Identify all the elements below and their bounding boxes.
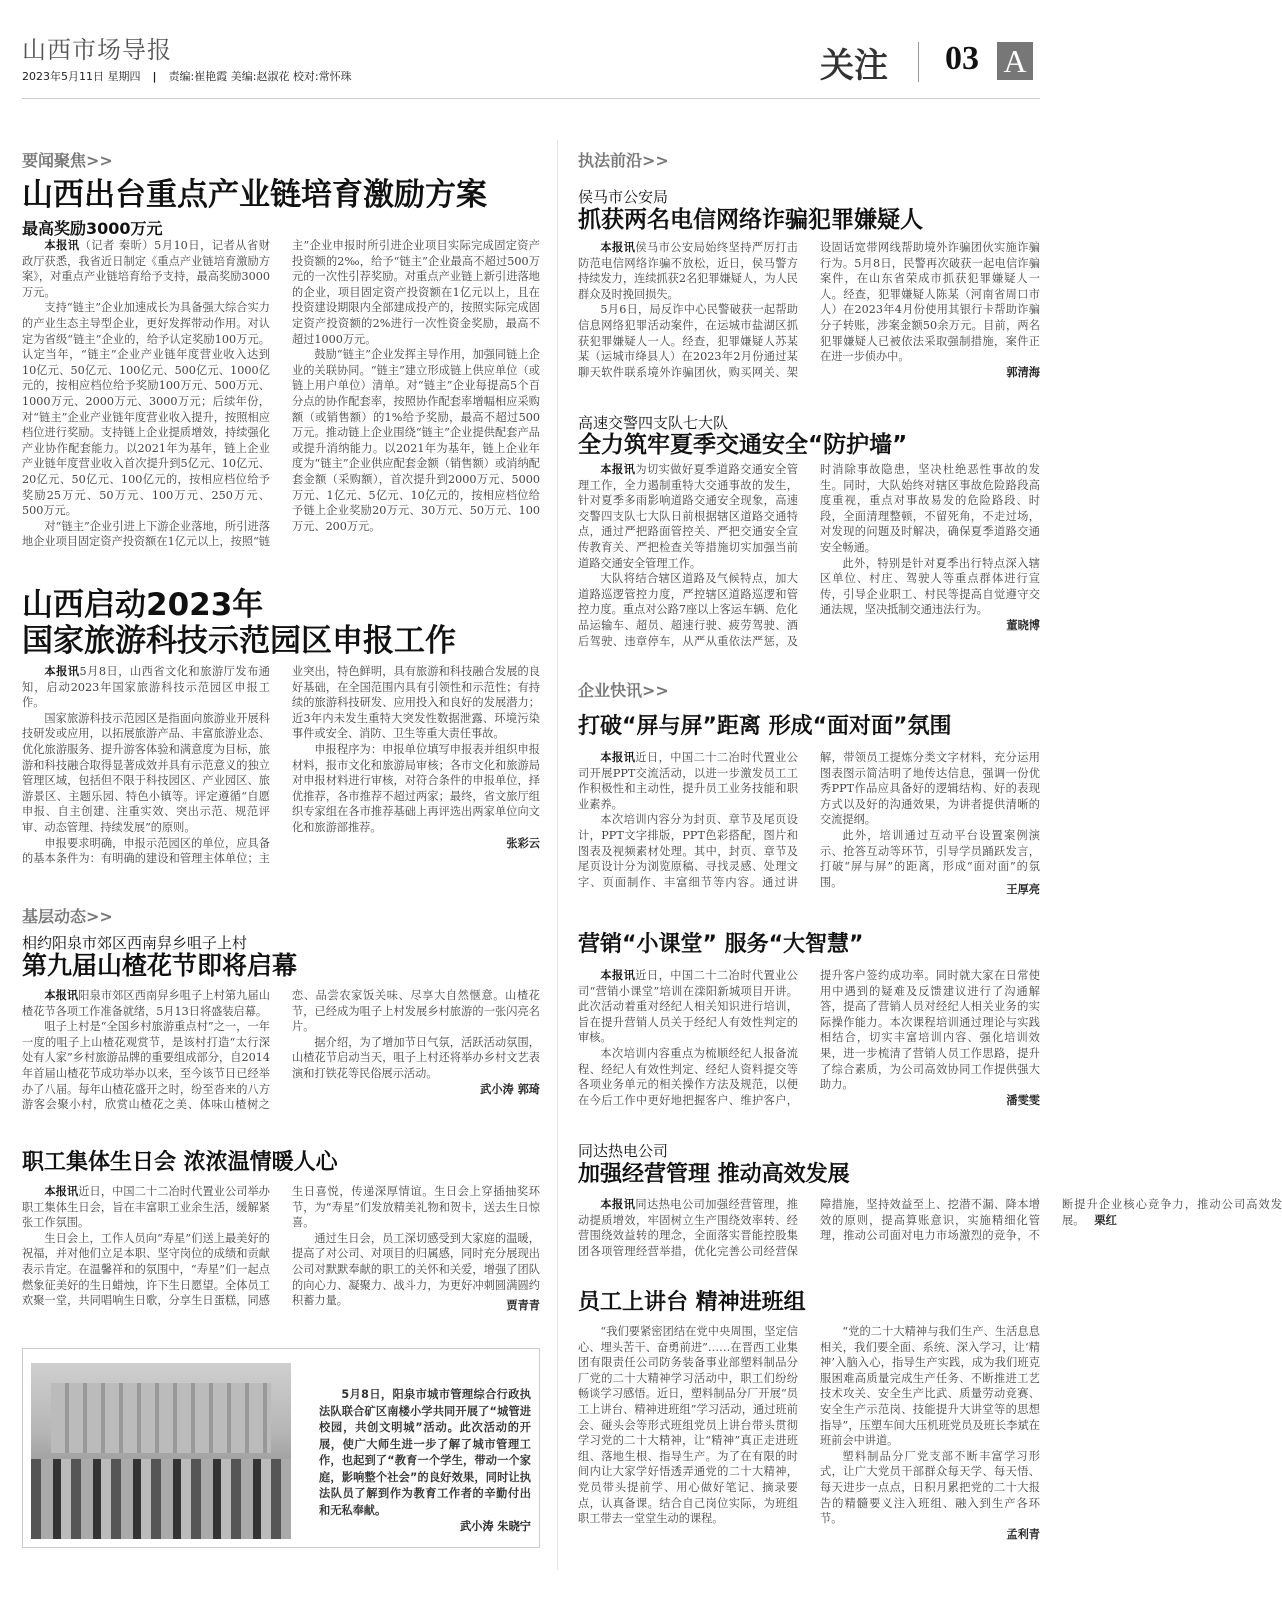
paragraph: 5月8日，山西省文化和旅游厅发布通知，启动2023年国家旅游科技示范园区申报工作。 — [22, 665, 270, 710]
photo-people — [31, 1459, 291, 1539]
paragraph: 申报程序为：申报单位填写申报表并组织申报材料，报市文化和旅游局审核；各市文化和旅游局对申报材料进行审核，对符合条件的申报单位，择优推荐，各市推荐不超过两家；最终，省文旅厅组织专家组在各市推荐基础上再评选出两家单位向文化和旅游部推荐。 — [292, 742, 540, 834]
paragraph: 大队将结合辖区道路及气候特点，加大道路巡逻管控力度，严控辖区道路巡逻和管控力度。重点对公路7座以上客运车辆、危化品运输车、超员、超速行驶、疲劳驾驶、酒后驾驶、违章停车，从严从重依法严惩，及时消除事故隐患，坚决杜绝恶性事故的发生。同时，大队始终对辖区事故危险路段高度重视，重点对事故易发的危险路段、时段，全面清理整顿，不留死角，不走过场，对发现的问题及时解决，确保夏季道路交通安全畅通。 — [578, 463, 1040, 648]
paragraph: 鼓励“链主”企业发挥主导作用，加强同链上企业的关联协同。“链主”建立形成链上供应单位（或链上用户单位）清单。对“链主”企业每提高5个百分点的协作配套率，按照协作配套率增幅相应采购额（或销售额）的1%给予奖励，最高不超过500万元。推动链上企业围绕“链主”企业提供配套产品或提升消纳能力。以2021年为基年，链上企业年度为“链主”企业供应配套金额（销售额）或消纳配套金额（采购额），首次提升到2000万元、5000万元、1亿元、5亿元、10亿元的，按相应档位给予链上企业奖励20万元、30万元、50万元、100万元、200万元。 — [292, 348, 540, 533]
lead-tag: 本报讯 — [44, 1184, 79, 1198]
paragraph: 本次培训内容分为封页、章节及尾页设计，PPT文字排版，PPT色彩搭配，图片和图表及视频素材处理。其中，封页、章节及尾页设计分为浏览原稿、寻找灵感、处理文字、页面制作、丰富细节等内容。通过讲解，带领员工提炼分类文字材料，充分运用图表图示简洁明了地传达信息，强调一份优秀PPT作品应具备好的逻辑结构、好的表现方式以及好的沟通效果，为讲者提供清晰的交流提纲。 — [578, 751, 1040, 889]
article-body — [22, 988, 540, 1116]
page-number: 03 — [945, 40, 979, 77]
issue-weekday: 星期四 — [107, 70, 141, 83]
paragraph: 对“链主”企业引进上下游企业落地，所引进落地企业项目固定资产投资额在1亿元以上，按照“链主”企业申报时所引进企业项目实际完成固定资产投资额的2‰，给予“链主”企业最高不超过500万元的一次性引荐奖励。对重点产业链上新引进落地的企业，项目固定资产投资额在1亿元以上，且在投资建设期限内全部建成投产的，按照实际完成固定资产投资额的2%进行一次性资金奖励，最高不超过1000万元。 — [22, 239, 540, 549]
lead-tag: 本报讯 — [600, 462, 636, 476]
paragraph: “我们要紧密团结在党中央周围，坚定信心、埋头苦干、奋勇前进”……在晋西工业集团有限责任公司防务装备事业部塑料制品分厂党的二十大精神学习活动中，职工们纷纷畅谈学习感悟。近日，塑料制品分厂开展“员工上讲台、精神进班组”学习活动，通过班前会、碰头会等形式班组党员上讲台带头贯彻学习党的二十大精神，让“精神”真正走进班组、落地生根、指导生产。为了在有限的时间内让大家学好悟透弄通党的二十大精神，党员带头提前学、用心做好笔记、摘录要点，认真备课。结合自己岗位实际，为班组职工带去一堂堂生动的课程。 — [578, 1325, 798, 1526]
paragraph: 5月6日，局反诈中心民警破获一起帮助信息网络犯罪活动案件，在运城市盐湖区抓获犯罪嫌疑人一人。经查，犯罪嫌疑人苏某某（运城市绛县人）在2023年2月份通过某聊天软件联系境外诈骗团伙，购买网关、架设固话宽带网线帮助境外诈骗团伙实施诈骗行为。5月8日，民警再次破获一起电信诈骗案件，在山东省荣成市抓获犯罪嫌疑人一人。经查，犯罪嫌疑人陈某（河南省周口市人）在2023年4月份使用其银行卡帮助诈骗分子转账，涉案金额50余万元。目前，两名犯罪嫌疑人已被依法采取强制措施，案件正在进一步侦办中。 — [578, 241, 1040, 379]
lead-tag: 本报讯 — [600, 1197, 636, 1211]
article-headline: 打破“屏与屏”距离 形成“面对面”氛围 — [578, 714, 952, 739]
header-rule — [22, 98, 1040, 99]
article-headline: 抓获两名电信网络诈骗犯罪嫌疑人 — [578, 207, 923, 233]
rubric-law-enforcement: 执法前沿>> — [578, 151, 669, 170]
lead-tag: 本报讯 — [44, 238, 80, 252]
lead-tag: 本报讯 — [600, 240, 636, 254]
photo-feature — [22, 1348, 540, 1548]
paragraph: 近日，中国二十二冶时代置业公司开展PPT交流活动，以进一步激发员工工作积极性和主动性，提升员工业务技能和职业素养。 — [578, 751, 798, 811]
article-body — [22, 1184, 540, 1312]
lead-tag: 本报讯 — [600, 750, 636, 764]
article-headline: 营销“小课堂” 服务“大智慧” — [578, 932, 864, 957]
paragraph: 通过生日会，员工深切感受到大家庭的温暖，提高了对公司、对项目的归属感，同时充分展现出公司对默默奉献的职工的关怀和关爱，增强了团队的向心力、凝聚力、战斗力，为更好冲刺圆满圆约积蓄力量。 — [292, 1231, 540, 1308]
byline: 贾青青 — [500, 1298, 540, 1314]
article-headline: 全力筑牢夏季交通安全“防护墙” — [578, 432, 908, 458]
masthead-paper-name: 山西市场导报 — [22, 36, 172, 64]
paragraph: 支持“链主”企业加速成长为具备强大综合实力的产业生态主导型企业，更好发挥带动作用。对认定为省级“链主”企业的，给予认定奖励100万元。认定当年，“链主”企业产业链年度营业收入达到10亿元、50亿元、100亿元、500亿元、1000亿元的，按相应档位给予奖励100万元、500万元、1000万元、2000万元、3000万元；后续年份，对“链主”企业产业链年度营业收入提升，按照相应档位进行奖励。支持链上企业提质增效，持续强化产业协作配套能力。以2021年为基年，链上企业产业链年度营业收入首次提升到5亿元、10亿元、20亿元、50亿元、100亿元的，按相应档位给予奖励25万元、50万元、100万元、250万元、500万元。 — [22, 301, 270, 518]
dateline — [22, 68, 352, 84]
edition-badge: A — [997, 42, 1033, 80]
article-headline: 员工上讲台 精神进班组 — [578, 1290, 806, 1315]
paragraph: 本次培训内容重点为梳顺经纪人报备流程、经纪人有效性判定、经纪人资料提交等各项业务单元的相关操作方法及规范，以便在今后工作中更好地把握客户、维护客户，提升客户签约成功率。同时就大家在日常使用中遇到的疑难及反馈建议进行了沟通解答，提高了营销人员对经纪人相关业务的实际操作能力。本次课程培训通过理论与实践相结合，切实丰富培训内容、强化培训效果，进一步梳清了营销人员工作思路，提升了综合素质，为公司高效协同工作提供强大助力。 — [578, 969, 1040, 1107]
byline: 王厚亮 — [1000, 882, 1040, 898]
article-kicker: 相约阳泉市郊区西南舁乡咀子上村 — [22, 934, 248, 952]
paragraph: 为切实做好夏季道路交通安全管理工作，全力遏制重特大交通事故的发生，针对夏季多雨影响道路交通安全现象，高速交警四支队七大队日前根据辖区道路交通特点，通过严把路面管控关、严把交通安全宣传教育关、严把检查关等措施切实加强当前道路交通安全管理工作。 — [578, 463, 798, 570]
byline: 武小涛 郭琦 — [480, 1081, 540, 1096]
article-kicker: 同达热电公司 — [578, 1142, 669, 1160]
byline: 潘雯雯 — [1006, 1092, 1040, 1107]
article-headline: 职工集体生日会 浓浓温情暖人心 — [22, 1150, 338, 1175]
paragraph: 塑料制品分厂党支部不断丰富学习形式，让广大党员干部群众每天学、每天悟、每天进步一点点，日积月累把党的二十大报告的精髓要义注入班组、融入到生产各环节。 — [820, 1449, 1040, 1526]
byline: 郭清海 — [1006, 364, 1040, 379]
paragraph: 国家旅游科技示范园区是指面向旅游业开展科技研发或应用，以拓展旅游产品、丰富旅游业态、优化旅游服务、提升游客体验和满意度为目标，旅游和科技融合取得显著成效并具有示范意义的独立管理区域，包括但不限于科技园区、产业园区、旅游景区、主题乐园、特色小镇等。评定遵循“自愿申报、自主创建、注重实效、突出示范、规范评审、动态管理、持续发展”的原则。 — [22, 711, 270, 834]
article-body — [22, 238, 540, 558]
byline: 栗红 — [1094, 1212, 1117, 1227]
editor-credits: 责编:崔艳霞 美编:赵淑花 校对:常怀珠 — [168, 70, 352, 83]
paragraph: 此外，培训通过互动平台设置案例演示、抢答互动等环节，引导学员踊跃发言，打破“屏与屏”的距离，形成“面对面”的氛围。 — [820, 828, 1040, 889]
lead-tag: 本报讯 — [44, 988, 79, 1002]
paragraph: 咀子上村是“全国乡村旅游重点村”之一，一年一度的咀子上山楂花观赏节，是该村打造“太行深处有人家”乡村旅游品牌的重要组成部分，自2014年首届山楂花节成功举办以来，至今该节日已经举办了八届。每年山楂花盛开之时，纷至沓来的八方游客会聚小村，欣赏山楂花之美、体味山楂树之恋、品尝农家饭关味、尽享大自然惬意。山楂花节，已经成为咀子上村发展乡村旅游的一张闪亮名片。 — [22, 989, 540, 1112]
byline: 张彩云 — [506, 835, 540, 850]
article-headline: 第九届山楂花节即将启幕 — [22, 951, 298, 980]
byline: 孟利青 — [1006, 1526, 1040, 1541]
paragraph: 申报要求明确，申报示范园区的单位，应具备的基本条件为：有明确的建设和管理主体单位；主业突出，特色鲜明，具有旅游和科技融合发展的良好基础，在全国范围内具有引领性和示范性；有持续的旅游科技研发、应用投入和良好的发展潜力；近3年内未发生重特大突发性数据泄露、环境污染事件或安全、消防、卫生等重大责任事故。 — [22, 665, 540, 866]
byline: 董晓博 — [1006, 617, 1040, 632]
article-body — [578, 462, 1040, 654]
article-headline: 加强经营管理 推动高效发展 — [578, 1162, 850, 1187]
header-divider — [918, 42, 919, 82]
byline: 武小涛 朱晓宁 — [459, 1520, 531, 1533]
paragraph: 阳泉市郊区西南舁乡咀子上村第九届山楂花节各项工作准备就绪，5月13日将盛装启幕。 — [22, 989, 270, 1018]
article-kicker: 侯马市公安局 — [578, 188, 669, 206]
caption-text: 5月8日，阳泉市城市管理综合行政执法队联合矿区南楼小学共同开展了“城管进校园，共创文明城”活动。此次活动的开展，使广大师生进一步了解了城市管理工作，也起到了“教育一个学生，带动一个家庭，影响整个社会”的良好效果，同时让执法队员了解到作为教育工作者的辛勤付出和无私奉献。 — [319, 1388, 531, 1517]
paragraph: “党的二十大精神与我们生产、生活息息相关，我们要全面、系统、深入学习，让‘精神’入脑入心，指导生产实践，成为我们班克服困难高质量完成生产任务、不断推进工艺技术攻关、安全生产比武、质量劳动竞赛、安全生产示范岗、技能提升大讲堂等的思想指导”，压塑车间大压机班党员及班长李斌在班前会中讲道。 — [820, 1325, 1040, 1448]
lead-tag: 本报讯 — [600, 968, 636, 982]
paragraph: 侯马市公安局始终坚持严厉打击防范电信网络诈骗不放松，近日，侯马警方持续发力，连续抓获2名犯罪嫌疑人，为人民群众及时挽回损失。 — [578, 241, 798, 301]
article-kicker: 高速交警四支队七大队 — [578, 414, 729, 432]
dateline-separator: | — [152, 70, 157, 83]
article-headline-line-1: 山西启动2023年 — [22, 587, 264, 623]
photo-caption — [319, 1387, 531, 1536]
paragraph: 生日会上，工作人员向“寿星”们送上最美好的祝福，并对他们立足本职、坚守岗位的成绩和贡献表示肯定。在温馨祥和的氛围中，“寿星”们一起点燃象征美好的生日蜡烛，许下生日愿望。全体员工欢聚一堂，共同唱响生日歌，分享生日蛋糕，同感生日喜悦，传递深厚情谊。生日会上穿插抽奖环节，为“寿星”们发放精美礼物和贺卡，送去生日惊喜。 — [22, 1185, 540, 1308]
paragraph: 此外，特别是针对夏季出行特点深入辖区单位、村庄、驾驶人等重点群体进行宣传，引导企业职工、村民等提高自觉遵守交通法规，坚决抵制交通违法行为。 — [820, 556, 1040, 617]
news-photo — [31, 1363, 291, 1539]
paragraph: 近日，中国二十二冶时代置业公司“营销小课堂”培训在滦阳新城项目开讲。此次活动着重对经纪人相关知识进行培训，旨在提升营销人员关于经纪人有效性判定的审核。 — [578, 969, 798, 1045]
article-body — [578, 1324, 1040, 1574]
paragraph: 同达热电公司加强经营管理，推动提质增效，牢固树立生产围绕效率转、经营围绕效益转的理念，全面落实晋能控股集团各项管理经营举措，优化完善公司经营保障措施，坚持效益至上、挖潜不漏、降本增效的原则，提高算账意识，实施精细化管理，推动公司面对电力市场激烈的竞争，不断提升企业核心竞争力，推动公司高效发展。 — [578, 1198, 1282, 1258]
article-body — [578, 750, 1040, 896]
lead-tag: 本报讯 — [44, 664, 80, 678]
column-divider — [557, 140, 558, 1570]
article-body — [578, 968, 1040, 1114]
rubric-grassroots: 基层动态>> — [22, 907, 113, 926]
photo-building — [51, 1383, 271, 1453]
paragraph: 近日，中国二十二冶时代置业公司举办职工集体生日会，旨在丰富职工业余生活，缓解紧张工作氛围。 — [22, 1185, 270, 1230]
rubric-news-focus: 要闻聚焦>> — [22, 151, 113, 170]
section-name: 关注 — [820, 46, 888, 86]
article-subhead: 最高奖励3000万元 — [22, 219, 163, 238]
paragraph: 据介绍，为了增加节日气氛，活跃活动氛围，山楂花节启动当天，咀子上村还将举办乡村文艺表演和打铁花等民俗展示活动。 — [292, 1035, 540, 1080]
article-headline-line-2: 国家旅游科技示范园区申报工作 — [22, 623, 456, 659]
rubric-enterprise-news: 企业快讯>> — [578, 681, 669, 700]
article-headline: 山西出台重点产业链培育激励方案 — [22, 177, 487, 213]
article-body — [22, 664, 540, 876]
article-body — [578, 1197, 1282, 1263]
issue-date: 2023年5月11日 — [22, 70, 104, 83]
paragraph: （记者 秦昕）5月10日，记者从省财政厅获悉，我省近日制定《重点产业链培育激励方案》，对重点产业链培育给予支持，最高奖励3000万元。 — [22, 239, 270, 299]
article-body — [578, 240, 1040, 386]
